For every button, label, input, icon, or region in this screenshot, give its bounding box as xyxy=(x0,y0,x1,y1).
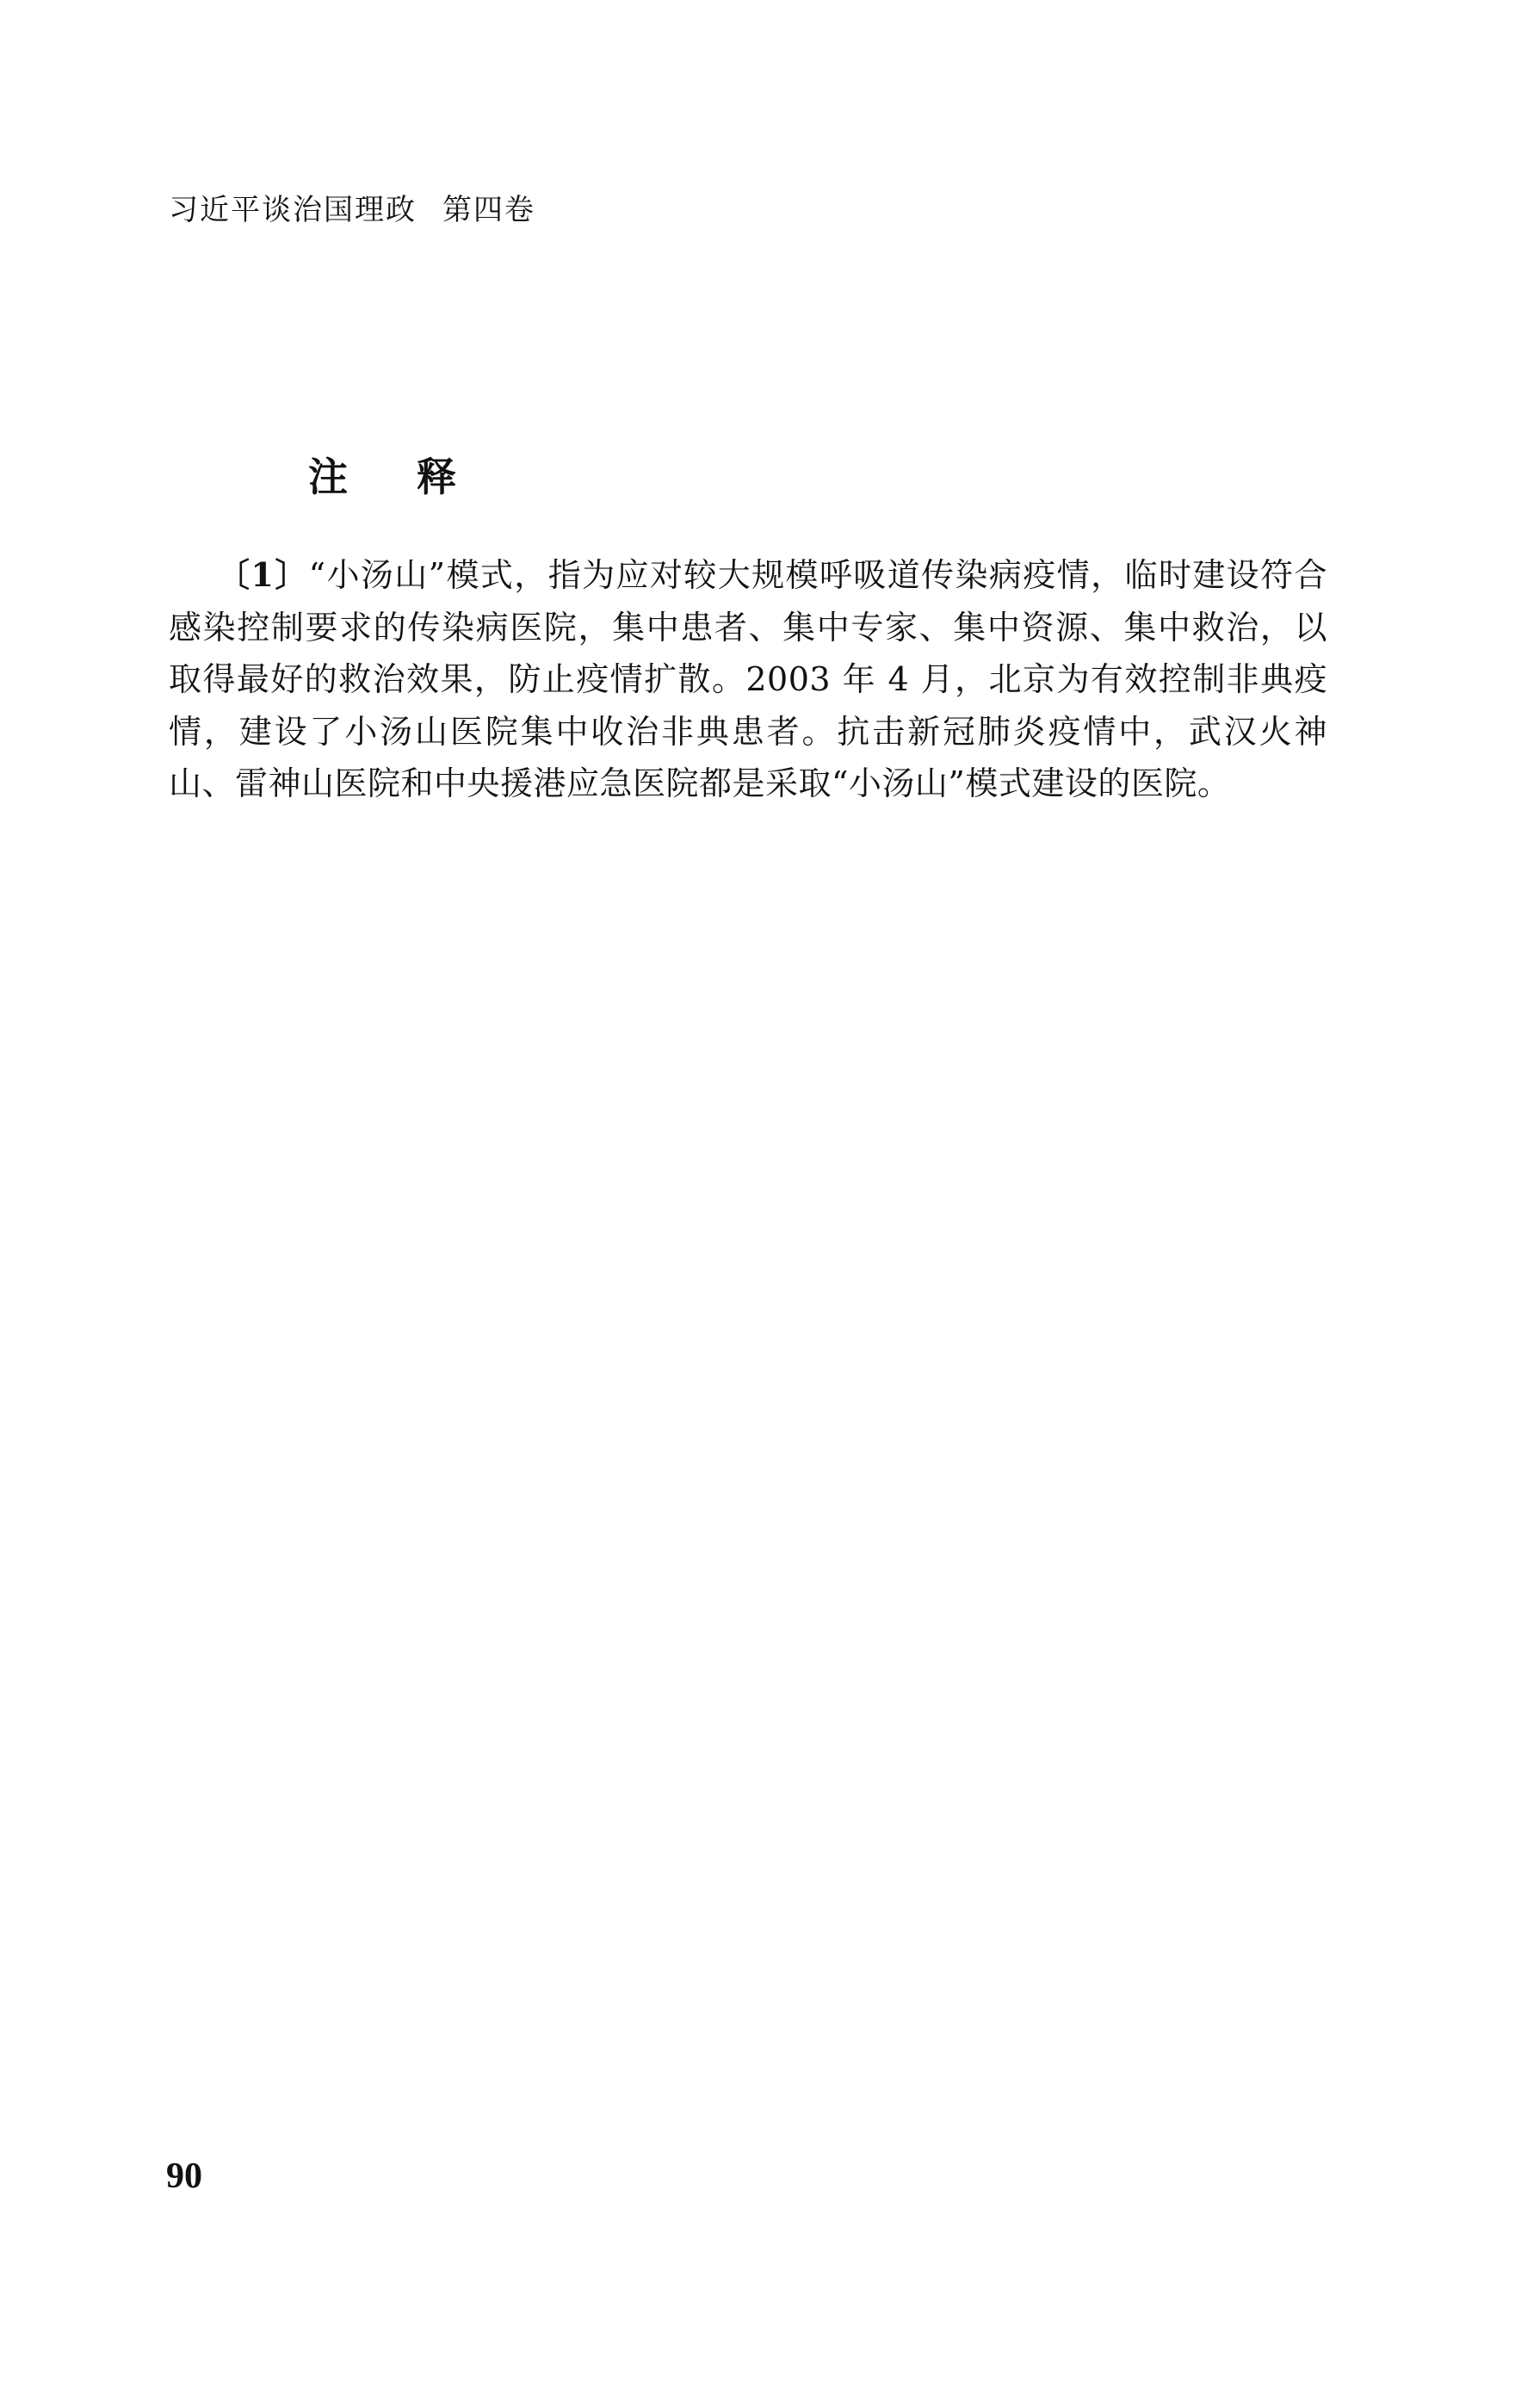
running-head xyxy=(169,191,535,229)
page-number: 90 xyxy=(166,2156,202,2196)
section-title-char-1: 注 xyxy=(308,454,348,500)
note-item xyxy=(169,549,1327,810)
volume-label: 第四卷 xyxy=(442,193,535,227)
section-title-char-2: 释 xyxy=(417,454,456,500)
notes-section-title xyxy=(308,451,456,503)
book-title: 习近平谈治国理政 xyxy=(169,193,417,227)
note-text: “小汤山”模式，指为应对较大规模呼吸道传染病疫情，临时建设符合感染控制要求的传染病医院，集中患者、集中专家、集中资源、集中救治，以取得最好的救治效果，防止疫情扩散。2003 年 4 月，北京为有效控制非典疫情，建设了小汤山医院集中收治非典患者。抗击新冠肺炎疫情中，武汉火神山、雷神山医院和中央援港应急医院都是采取“小汤山”模式建设的医院。 xyxy=(169,556,1327,802)
note-marker: 〔1〕 xyxy=(217,555,309,594)
